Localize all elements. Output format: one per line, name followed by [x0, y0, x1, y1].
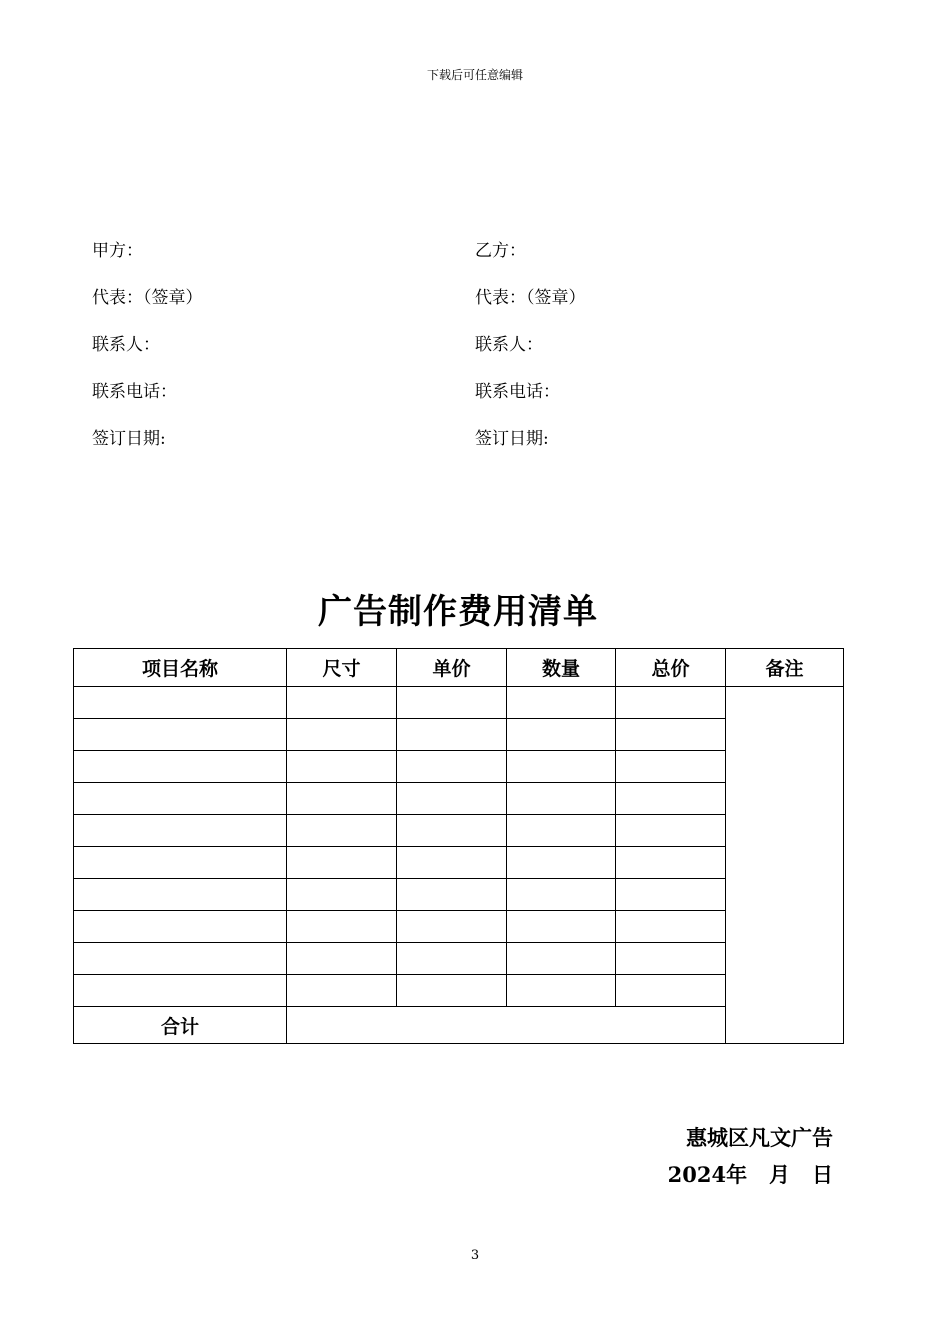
- document-title: 广告制作费用清单: [318, 592, 598, 632]
- table-cell: [507, 943, 616, 975]
- table-cell: [287, 879, 397, 911]
- total-value-cell: [287, 1007, 726, 1044]
- header-remarks: 备注: [726, 649, 844, 687]
- header-note: 下载后可任意编辑: [426, 68, 523, 82]
- party-a-signature-block: [92, 238, 432, 473]
- table-cell: [74, 687, 287, 719]
- table-cell: [397, 687, 507, 719]
- table-cell: [74, 879, 287, 911]
- table-cell: [397, 815, 507, 847]
- table-cell: [616, 847, 726, 879]
- table-cell: [287, 911, 397, 943]
- table-cell: [507, 879, 616, 911]
- table-header-row: [74, 649, 844, 687]
- table-cell: [397, 879, 507, 911]
- table-cell: [74, 975, 287, 1007]
- total-label: 合计: [74, 1007, 287, 1044]
- table-cell: [507, 719, 616, 751]
- table-cell: [616, 815, 726, 847]
- table-cell: [507, 911, 616, 943]
- table-cell: [397, 719, 507, 751]
- table-cell: [507, 847, 616, 879]
- table-cell: [616, 687, 726, 719]
- party-a-contact-label: 联系人：: [92, 335, 160, 355]
- party-b-phone-label: 联系电话：: [475, 382, 560, 402]
- table-cell: [397, 975, 507, 1007]
- table-cell: [397, 751, 507, 783]
- table-cell: [397, 911, 507, 943]
- table-cell: [397, 847, 507, 879]
- company-name: 惠城区凡文广告: [686, 1125, 833, 1150]
- cost-table: [73, 648, 844, 1044]
- table-cell: [616, 783, 726, 815]
- table-cell: [287, 751, 397, 783]
- table-cell: [507, 975, 616, 1007]
- remarks-cell: [726, 687, 844, 1044]
- table-cell: [507, 751, 616, 783]
- party-b-label: 乙方：: [475, 241, 526, 261]
- table-cell: [287, 815, 397, 847]
- party-a-label: 甲方：: [92, 241, 143, 261]
- header-size: 尺寸: [287, 649, 397, 687]
- party-a-sign-date-label: 签订日期:: [92, 429, 166, 449]
- table-cell: [287, 943, 397, 975]
- table-cell: [74, 751, 287, 783]
- table-cell: [287, 687, 397, 719]
- table-cell: [74, 815, 287, 847]
- table-cell: [616, 719, 726, 751]
- table-body: [74, 687, 844, 1044]
- table-cell: [74, 911, 287, 943]
- table-cell: [507, 687, 616, 719]
- table-cell: [616, 911, 726, 943]
- table-cell: [74, 719, 287, 751]
- table-cell: [287, 783, 397, 815]
- table-cell: [74, 847, 287, 879]
- signoff-date: 2024年 月 日: [667, 1162, 833, 1187]
- header-unit-price: 单价: [397, 649, 507, 687]
- page-number: 3: [470, 1248, 480, 1263]
- table-cell: [397, 943, 507, 975]
- table-cell: [507, 783, 616, 815]
- table-cell: [397, 783, 507, 815]
- party-b-sign-date-label: 签订日期:: [475, 429, 549, 449]
- table-cell: [616, 751, 726, 783]
- table-cell: [616, 943, 726, 975]
- party-a-phone-label: 联系电话：: [92, 382, 177, 402]
- party-b-representative-label: 代表：（签章）: [475, 288, 586, 308]
- table-cell: [616, 975, 726, 1007]
- table-cell: [74, 783, 287, 815]
- header-total-price: 总价: [616, 649, 726, 687]
- table-cell: [287, 975, 397, 1007]
- party-b-signature-block: [475, 238, 815, 473]
- header-quantity: 数量: [507, 649, 616, 687]
- party-a-representative-label: 代表：（签章）: [92, 288, 203, 308]
- table-row: [74, 687, 844, 719]
- table-cell: [287, 719, 397, 751]
- table-cell: [287, 847, 397, 879]
- header-item-name: 项目名称: [74, 649, 287, 687]
- table-cell: [507, 815, 616, 847]
- table-cell: [616, 879, 726, 911]
- table-cell: [74, 943, 287, 975]
- party-b-contact-label: 联系人：: [475, 335, 543, 355]
